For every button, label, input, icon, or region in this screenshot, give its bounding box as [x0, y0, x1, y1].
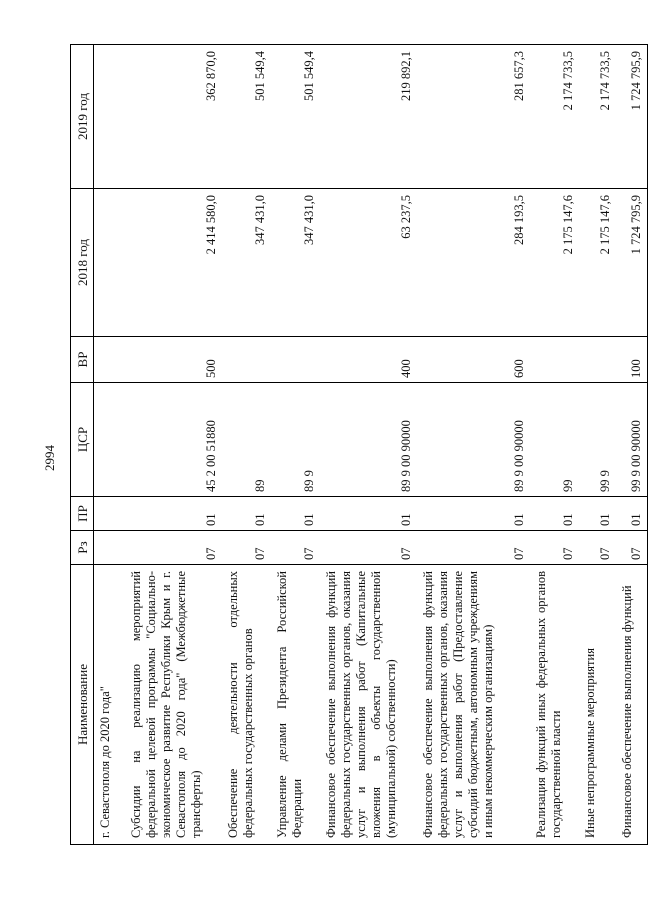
row-pr: 01 — [616, 497, 648, 531]
page-number: 2994 — [42, 445, 57, 471]
row-pr: 01 — [417, 497, 530, 531]
row-vr — [222, 337, 271, 383]
row-name: Финансовое обеспечение выполнения функций федеральных государственных органов, оказания услуг и выполнения работ (Капитальные вложения в объекты государственной (муниципальной) собственности) — [320, 565, 417, 845]
row-vr: 500 — [125, 337, 222, 383]
column-header-2019: 2019 год — [71, 45, 94, 189]
row-csr — [94, 383, 126, 497]
row-rz: 07 — [125, 531, 222, 565]
row-name: Иные непрограммные мероприятия — [579, 565, 616, 845]
row-2019: 501 549,4 — [222, 45, 271, 189]
row-2019: 1 724 795,9 — [616, 45, 648, 189]
row-2019: 501 549,4 — [271, 45, 320, 189]
row-csr: 45 2 00 51880 — [125, 383, 222, 497]
row-2018: 284 193,5 — [417, 189, 530, 337]
row-pr: 01 — [579, 497, 616, 531]
column-header-name: Наименование — [71, 565, 94, 845]
table-row — [530, 45, 579, 845]
row-vr — [530, 337, 579, 383]
row-pr: 01 — [125, 497, 222, 531]
table-row — [579, 45, 616, 845]
row-name: г. Севастополя до 2020 года" — [94, 565, 126, 845]
row-pr: 01 — [530, 497, 579, 531]
row-2019: 219 892,1 — [320, 45, 417, 189]
row-2018: 63 237,5 — [320, 189, 417, 337]
row-2018: 2 175 147,6 — [579, 189, 616, 337]
column-header-csr: ЦСР — [71, 383, 94, 497]
rotated-document — [70, 45, 643, 845]
row-pr: 01 — [222, 497, 271, 531]
table-row — [222, 45, 271, 845]
row-pr: 01 — [271, 497, 320, 531]
row-rz: 07 — [320, 531, 417, 565]
column-header-2018: 2018 год — [71, 189, 94, 337]
table-row — [94, 45, 126, 845]
row-rz: 07 — [530, 531, 579, 565]
row-vr — [579, 337, 616, 383]
row-rz: 07 — [271, 531, 320, 565]
column-header-vr: ВР — [71, 337, 94, 383]
table-row — [320, 45, 417, 845]
row-rz: 07 — [579, 531, 616, 565]
row-csr: 99 9 — [579, 383, 616, 497]
row-rz: 07 — [616, 531, 648, 565]
row-2018: 2 175 147,6 — [530, 189, 579, 337]
row-csr: 89 9 — [271, 383, 320, 497]
row-rz: 07 — [417, 531, 530, 565]
row-name: Управление делами Президента Российской Федерации — [271, 565, 320, 845]
row-csr: 89 — [222, 383, 271, 497]
row-vr: 400 — [320, 337, 417, 383]
row-name: Обеспечение деятельности отдельных федеральных государственных органов — [222, 565, 271, 845]
row-vr — [94, 337, 126, 383]
row-2018: 347 431,0 — [271, 189, 320, 337]
row-2018: 1 724 795,9 — [616, 189, 648, 337]
row-2018: 2 414 580,0 — [125, 189, 222, 337]
row-vr: 100 — [616, 337, 648, 383]
table-row — [271, 45, 320, 845]
row-2019: 2 174 733,5 — [530, 45, 579, 189]
row-name: Реализация функций иных федеральных органов государственной власти — [530, 565, 579, 845]
row-csr: 99 9 00 90000 — [616, 383, 648, 497]
row-2018: 347 431,0 — [222, 189, 271, 337]
row-rz — [94, 531, 126, 565]
row-csr: 89 9 00 90000 — [320, 383, 417, 497]
row-csr: 89 9 00 90000 — [417, 383, 530, 497]
table-header-row — [71, 45, 94, 845]
row-name: Финансовое обеспечение выполнения функций — [616, 565, 648, 845]
row-vr: 600 — [417, 337, 530, 383]
row-pr: 01 — [320, 497, 417, 531]
table-row — [616, 45, 648, 845]
column-header-pr: ПР — [71, 497, 94, 531]
row-2019: 281 657,3 — [417, 45, 530, 189]
table-row — [417, 45, 530, 845]
row-2019: 362 870,0 — [125, 45, 222, 189]
row-2018 — [94, 189, 126, 337]
row-name: Субсидии на реализацию мероприятий федеральной целевой программы "Социально-экономическое развитие Республики Крым и г. Севастополя до 2020 года" (Межбюджетные трансферты) — [125, 565, 222, 845]
row-name: Финансовое обеспечение выполнения функций федеральных государственных органов, оказания услуг и выполнения работ (Предоставление субсидий бюджетным, автономным учреждениям и иным некоммерческим организациям) — [417, 565, 530, 845]
row-rz: 07 — [222, 531, 271, 565]
row-vr — [271, 337, 320, 383]
row-2019 — [94, 45, 126, 189]
budget-table — [70, 44, 648, 845]
row-pr — [94, 497, 126, 531]
row-2019: 2 174 733,5 — [579, 45, 616, 189]
row-csr: 99 — [530, 383, 579, 497]
table-row — [125, 45, 222, 845]
column-header-rz: Рз — [71, 531, 94, 565]
